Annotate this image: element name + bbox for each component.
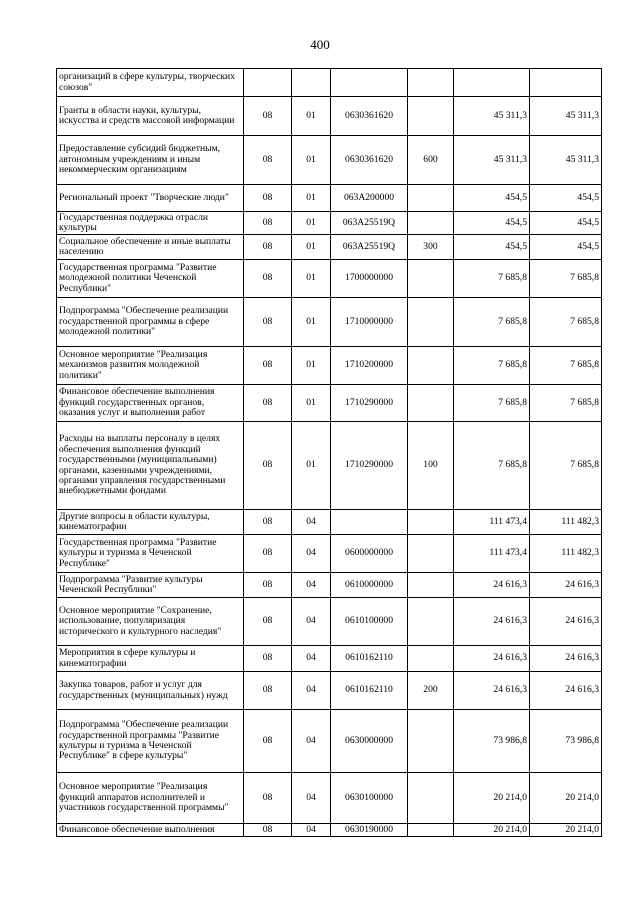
expense-name-cell: Подпрограмма "Обеспечение реализации государственной программы в сфере молодежной политики"	[57, 298, 244, 347]
section-code-cell: 08	[244, 672, 292, 710]
target-article-cell: 063A25519Q	[331, 235, 408, 260]
expense-type-cell	[408, 185, 454, 212]
expense-name-cell: Основное мероприятие "Сохранение, использование, популяризация исторического и культурного наследия"	[57, 598, 244, 646]
table-row	[57, 136, 602, 185]
expense-name-cell: Закупка товаров, работ и услуг для государственных (муниципальных) нужд	[57, 672, 244, 710]
amount-year1-cell: 24 616,3	[454, 573, 530, 598]
amount-year1-cell: 24 616,3	[454, 598, 530, 646]
expense-type-cell	[408, 710, 454, 773]
amount-year2-cell: 7 685,8	[530, 422, 602, 510]
subsection-code-cell: 01	[292, 422, 331, 510]
section-code-cell: 08	[244, 573, 292, 598]
target-article-cell: 1710290000	[331, 385, 408, 422]
target-article-cell: 0610162110	[331, 646, 408, 672]
target-article-cell	[331, 69, 408, 97]
target-article-cell: 063A25519Q	[331, 212, 408, 235]
amount-year2-cell: 454,5	[530, 212, 602, 235]
subsection-code-cell: 01	[292, 212, 331, 235]
expense-name-cell: Основное мероприятие "Реализация функций аппаратов исполнителей и участников государственной программы"	[57, 773, 244, 824]
amount-year1-cell: 7 685,8	[454, 422, 530, 510]
expense-type-cell	[408, 773, 454, 824]
amount-year1-cell: 20 214,0	[454, 773, 530, 824]
target-article-cell: 0630361620	[331, 97, 408, 136]
expense-type-cell	[408, 598, 454, 646]
amount-year1-cell: 24 616,3	[454, 672, 530, 710]
target-article-cell: 0610000000	[331, 573, 408, 598]
table-row	[57, 573, 602, 598]
table-body	[57, 69, 602, 837]
table-row	[57, 185, 602, 212]
subsection-code-cell: 01	[292, 385, 331, 422]
amount-year2-cell	[530, 69, 602, 97]
expense-name-cell: Другие вопросы в области культуры, кинематографии	[57, 510, 244, 535]
amount-year2-cell: 111 482,3	[530, 535, 602, 573]
section-code-cell: 08	[244, 235, 292, 260]
amount-year2-cell: 24 616,3	[530, 573, 602, 598]
expense-type-cell: 100	[408, 422, 454, 510]
table-row	[57, 824, 602, 837]
subsection-code-cell: 01	[292, 235, 331, 260]
expense-type-cell: 300	[408, 235, 454, 260]
table-row	[57, 347, 602, 385]
section-code-cell: 08	[244, 212, 292, 235]
budget-table	[56, 68, 602, 837]
amount-year2-cell: 24 616,3	[530, 598, 602, 646]
expense-type-cell	[408, 573, 454, 598]
table-row	[57, 97, 602, 136]
target-article-cell: 1700000000	[331, 260, 408, 298]
table-row	[57, 298, 602, 347]
expense-type-cell	[408, 298, 454, 347]
expense-type-cell	[408, 535, 454, 573]
target-article-cell: 0630361620	[331, 136, 408, 185]
target-article-cell: 0600000000	[331, 535, 408, 573]
subsection-code-cell: 04	[292, 646, 331, 672]
table-row	[57, 69, 602, 97]
table-row	[57, 385, 602, 422]
section-code-cell: 08	[244, 773, 292, 824]
expense-name-cell: Социальное обеспечение и иные выплаты населению	[57, 235, 244, 260]
amount-year2-cell: 45 311,3	[530, 97, 602, 136]
target-article-cell: 1710000000	[331, 298, 408, 347]
subsection-code-cell: 04	[292, 672, 331, 710]
table-row	[57, 535, 602, 573]
expense-name-cell: Финансовое обеспечение выполнения	[57, 824, 244, 837]
section-code-cell: 08	[244, 422, 292, 510]
amount-year2-cell: 7 685,8	[530, 347, 602, 385]
amount-year1-cell: 45 311,3	[454, 97, 530, 136]
subsection-code-cell: 01	[292, 185, 331, 212]
section-code-cell: 08	[244, 385, 292, 422]
subsection-code-cell: 04	[292, 510, 331, 535]
subsection-code-cell: 01	[292, 136, 331, 185]
table-row	[57, 646, 602, 672]
subsection-code-cell: 04	[292, 573, 331, 598]
section-code-cell: 08	[244, 185, 292, 212]
section-code-cell: 08	[244, 97, 292, 136]
target-article-cell: 1710200000	[331, 347, 408, 385]
expense-type-cell	[408, 347, 454, 385]
amount-year1-cell	[454, 69, 530, 97]
table-row	[57, 598, 602, 646]
subsection-code-cell: 01	[292, 260, 331, 298]
target-article-cell: 0610162110	[331, 672, 408, 710]
amount-year2-cell: 45 311,3	[530, 136, 602, 185]
target-article-cell: 0630190000	[331, 824, 408, 837]
amount-year1-cell: 7 685,8	[454, 385, 530, 422]
expense-type-cell	[408, 260, 454, 298]
amount-year1-cell: 454,5	[454, 212, 530, 235]
expense-name-cell: Мероприятия в сфере культуры и кинематографии	[57, 646, 244, 672]
amount-year2-cell: 24 616,3	[530, 646, 602, 672]
section-code-cell: 08	[244, 298, 292, 347]
amount-year2-cell: 20 214,0	[530, 824, 602, 837]
table-row	[57, 212, 602, 235]
amount-year1-cell: 111 473,4	[454, 510, 530, 535]
table-row	[57, 260, 602, 298]
amount-year1-cell: 24 616,3	[454, 646, 530, 672]
amount-year2-cell: 454,5	[530, 185, 602, 212]
expense-name-cell: Расходы на выплаты персоналу в целях обеспечения выполнения функций государственными (муниципальными) органами, казенными учреждениями, органами управления государственными внебюджетными фондами	[57, 422, 244, 510]
subsection-code-cell: 01	[292, 347, 331, 385]
target-article-cell: 1710290000	[331, 422, 408, 510]
expense-name-cell: Основное мероприятие "Реализация механизмов развития молодежной политики"	[57, 347, 244, 385]
expense-name-cell: Подпрограмма "Обеспечение реализации государственной программы "Развитие культуры и туризма в Чеченской Республике" в сфере культуры"	[57, 710, 244, 773]
target-article-cell: 0630100000	[331, 773, 408, 824]
section-code-cell	[244, 69, 292, 97]
section-code-cell: 08	[244, 646, 292, 672]
amount-year1-cell: 73 986,8	[454, 710, 530, 773]
expense-type-cell	[408, 212, 454, 235]
expense-type-cell: 600	[408, 136, 454, 185]
section-code-cell: 08	[244, 710, 292, 773]
expense-name-cell: Предоставление субсидий бюджетным, автономным учреждениям и иным некоммерческим организациям	[57, 136, 244, 185]
amount-year1-cell: 45 311,3	[454, 136, 530, 185]
section-code-cell: 08	[244, 510, 292, 535]
amount-year2-cell: 7 685,8	[530, 298, 602, 347]
section-code-cell: 08	[244, 347, 292, 385]
table-row	[57, 672, 602, 710]
amount-year1-cell: 454,5	[454, 185, 530, 212]
expense-name-cell: Гранты в области науки, культуры, искусства и средств массовой информации	[57, 97, 244, 136]
target-article-cell: 063A200000	[331, 185, 408, 212]
expense-name-cell: Государственная программа "Развитие молодежной политики Чеченской Республики"	[57, 260, 244, 298]
amount-year1-cell: 454,5	[454, 235, 530, 260]
subsection-code-cell: 04	[292, 710, 331, 773]
page-number: 400	[310, 37, 330, 52]
expense-name-cell: Государственная поддержка отрасли культуры	[57, 212, 244, 235]
target-article-cell: 0630000000	[331, 710, 408, 773]
amount-year2-cell: 7 685,8	[530, 260, 602, 298]
section-code-cell: 08	[244, 136, 292, 185]
amount-year2-cell: 454,5	[530, 235, 602, 260]
amount-year2-cell: 20 214,0	[530, 773, 602, 824]
expense-type-cell	[408, 646, 454, 672]
expense-type-cell	[408, 385, 454, 422]
expense-type-cell	[408, 824, 454, 837]
amount-year2-cell: 24 616,3	[530, 672, 602, 710]
table-row	[57, 710, 602, 773]
expense-type-cell	[408, 97, 454, 136]
subsection-code-cell: 04	[292, 773, 331, 824]
subsection-code-cell: 01	[292, 298, 331, 347]
expense-type-cell: 200	[408, 672, 454, 710]
table-row	[57, 422, 602, 510]
expense-name-cell: организаций в сфере культуры, творческих союзов"	[57, 69, 244, 97]
expense-name-cell: Финансовое обеспечение выполнения функций государственных органов, оказания услуг и выполнения работ	[57, 385, 244, 422]
amount-year1-cell: 7 685,8	[454, 347, 530, 385]
expense-name-cell: Государственная программа "Развитие культуры и туризма в Чеченской Республике"	[57, 535, 244, 573]
amount-year2-cell: 111 482,3	[530, 510, 602, 535]
section-code-cell: 08	[244, 824, 292, 837]
table-row	[57, 235, 602, 260]
subsection-code-cell: 04	[292, 535, 331, 573]
expense-name-cell: Подпрограмма "Развитие культуры Чеченской Республики"	[57, 573, 244, 598]
section-code-cell: 08	[244, 535, 292, 573]
section-code-cell: 08	[244, 598, 292, 646]
target-article-cell: 0610100000	[331, 598, 408, 646]
expense-type-cell	[408, 510, 454, 535]
amount-year2-cell: 73 986,8	[530, 710, 602, 773]
target-article-cell	[331, 510, 408, 535]
section-code-cell: 08	[244, 260, 292, 298]
expense-name-cell: Региональный проект "Творческие люди"	[57, 185, 244, 212]
table-row	[57, 773, 602, 824]
subsection-code-cell: 04	[292, 598, 331, 646]
expense-type-cell	[408, 69, 454, 97]
subsection-code-cell	[292, 69, 331, 97]
amount-year1-cell: 111 473,4	[454, 535, 530, 573]
amount-year1-cell: 20 214,0	[454, 824, 530, 837]
amount-year1-cell: 7 685,8	[454, 260, 530, 298]
amount-year1-cell: 7 685,8	[454, 298, 530, 347]
amount-year2-cell: 7 685,8	[530, 385, 602, 422]
subsection-code-cell: 04	[292, 824, 331, 837]
subsection-code-cell: 01	[292, 97, 331, 136]
table-row	[57, 510, 602, 535]
